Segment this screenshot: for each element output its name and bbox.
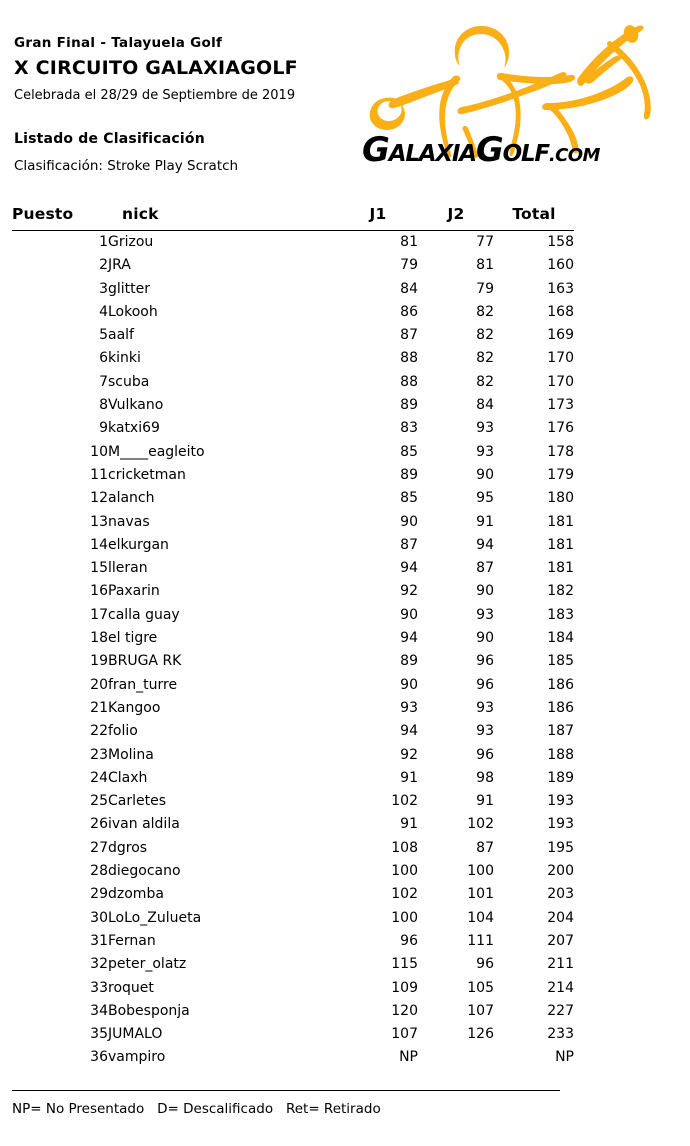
cell-puesto: 11 (90, 466, 108, 483)
table-header (12, 205, 574, 231)
cell-j1: 79 (400, 257, 418, 274)
cell-total: 195 (547, 839, 574, 856)
table-header-row (12, 205, 574, 231)
cell-total: 158 (547, 234, 574, 250)
cell-nick: el tigre (108, 630, 158, 647)
table-row (12, 278, 574, 301)
cell-puesto: 1 (99, 234, 108, 250)
cell-puesto: 14 (90, 536, 108, 553)
cell-nick: roquet (108, 979, 154, 996)
legend-note: NP= No Presentado D= Descalificado Ret= Retirado (12, 1101, 381, 1117)
cell-j1: 88 (400, 350, 418, 367)
table-row (12, 790, 574, 813)
table-row (12, 231, 574, 255)
cell-nick: scuba (108, 373, 150, 390)
cell-j2: 102 (467, 816, 494, 833)
cell-j2: 81 (476, 257, 494, 274)
classification-table (12, 205, 574, 1070)
cell-j1: 93 (400, 699, 418, 716)
cell-nick: glitter (108, 280, 151, 297)
cell-nick: navas (108, 513, 150, 530)
cell-j1: 86 (400, 303, 418, 320)
cell-nick: Paxarin (108, 583, 160, 600)
cell-puesto: 20 (90, 676, 108, 693)
cell-puesto: 10 (90, 443, 108, 460)
cell-total: 193 (547, 816, 574, 833)
cell-j1: 92 (400, 746, 418, 763)
cell-j2: 96 (476, 746, 494, 763)
header-text-block (14, 33, 364, 176)
cell-total: 203 (547, 886, 574, 903)
cell-puesto: 13 (90, 513, 108, 530)
cell-j1: 89 (400, 653, 418, 670)
table-row (12, 883, 574, 906)
cell-puesto: 6 (99, 350, 108, 367)
cell-puesto: 32 (90, 956, 108, 973)
table-row (12, 674, 574, 697)
cell-j2: 90 (476, 583, 494, 600)
cell-nick: JRA (108, 257, 131, 274)
cell-j1: 89 (400, 466, 418, 483)
cell-total: 184 (547, 630, 574, 647)
cell-puesto: 30 (90, 909, 108, 926)
cell-nick: Kangoo (108, 699, 161, 716)
cell-j2: 96 (476, 653, 494, 670)
table-row (12, 1023, 574, 1046)
table-row (12, 697, 574, 720)
cell-puesto: 12 (90, 490, 108, 507)
cell-nick: M____eagleito (108, 443, 205, 460)
cell-total: 163 (547, 280, 574, 297)
document-footer (12, 1090, 560, 1118)
cell-nick: lleran (108, 560, 148, 577)
table-row (12, 441, 574, 464)
table-row (12, 767, 574, 790)
table-row (12, 1046, 574, 1069)
cell-j1: 96 (400, 932, 418, 949)
table-row (12, 534, 574, 557)
table-row (12, 301, 574, 324)
table-row (12, 324, 574, 347)
cell-total: 186 (547, 676, 574, 693)
cell-j1: 108 (391, 839, 418, 856)
cell-puesto: 21 (90, 699, 108, 716)
cell-nick: cricketman (108, 466, 186, 483)
logo-brand-olf: OLF (502, 141, 549, 167)
table-row (12, 650, 574, 673)
cell-puesto: 25 (90, 793, 108, 810)
cell-j1: 90 (400, 513, 418, 530)
table-row (12, 347, 574, 370)
cell-j2: 98 (476, 769, 494, 786)
cell-total: 183 (547, 606, 574, 623)
cell-j1: 115 (391, 956, 418, 973)
table-row (12, 557, 574, 580)
cell-total: 181 (547, 536, 574, 553)
cell-j1: 91 (400, 769, 418, 786)
cell-puesto: 17 (90, 606, 108, 623)
cell-j1: 81 (400, 234, 418, 250)
table-row (12, 464, 574, 487)
column-header-puesto: Puesto (12, 205, 74, 223)
cell-nick: LoLo_Zulueta (108, 909, 202, 926)
cell-nick: Fernan (108, 932, 156, 949)
cell-j2: 91 (476, 793, 494, 810)
event-date: Celebrada el 28/29 de Septiembre de 2019 (14, 88, 296, 103)
cell-j2: 82 (476, 303, 494, 320)
cell-total: 180 (547, 490, 574, 507)
cell-j1: 87 (400, 327, 418, 344)
cell-total: 185 (547, 653, 574, 670)
table-row (12, 930, 574, 953)
cell-j2: 82 (476, 327, 494, 344)
cell-j1: 90 (400, 606, 418, 623)
table-row (12, 487, 574, 510)
table-row (12, 907, 574, 930)
logo-brand-g2: G (475, 130, 503, 170)
cell-total: 181 (547, 560, 574, 577)
cell-j1: 90 (400, 676, 418, 693)
column-header-j2: J2 (447, 205, 465, 223)
table-row (12, 627, 574, 650)
column-header-nick: nick (122, 205, 159, 223)
cell-total: 176 (547, 420, 574, 437)
cell-j2: 82 (476, 373, 494, 390)
logo-brand-g1: G (362, 130, 389, 170)
cell-nick: Carletes (108, 793, 167, 810)
cell-j2: 107 (467, 1002, 494, 1019)
cell-total: 188 (547, 746, 574, 763)
cell-total: 233 (547, 1026, 574, 1043)
cell-j1: 94 (400, 723, 418, 740)
cell-j1: 89 (400, 397, 418, 414)
cell-nick: diegocano (108, 863, 181, 880)
cell-j1: 91 (400, 816, 418, 833)
cell-total: 169 (547, 327, 574, 344)
cell-j2: 91 (476, 513, 494, 530)
cell-j2: 90 (476, 466, 494, 483)
classification-mode: Clasificación: Stroke Play Scratch (14, 158, 239, 174)
section-title: Listado de Clasificación (14, 131, 205, 147)
cell-nick: katxi69 (108, 420, 160, 437)
table-row (12, 953, 574, 976)
table-row (12, 580, 574, 603)
cell-nick: folio (108, 723, 138, 740)
cell-total: 204 (547, 909, 574, 926)
cell-j2 (418, 1046, 494, 1069)
cell-j1: 94 (400, 630, 418, 647)
document-header (0, 0, 690, 200)
cell-j2: 95 (476, 490, 494, 507)
cell-nick: BRUGA RK (108, 653, 182, 670)
cell-j2: 93 (476, 699, 494, 716)
classification-table-wrapper (0, 205, 690, 1070)
table-row (12, 1000, 574, 1023)
cell-puesto: 34 (90, 1002, 108, 1019)
cell-j2: 93 (476, 420, 494, 437)
logo-wordmark (362, 130, 680, 172)
cell-total: 170 (547, 350, 574, 367)
cell-j1: 85 (400, 443, 418, 460)
cell-puesto: 31 (90, 932, 108, 949)
cell-total: 227 (547, 1002, 574, 1019)
table-row (12, 860, 574, 883)
cell-j1: 102 (391, 793, 418, 810)
cell-j1: 102 (391, 886, 418, 903)
table-row (12, 837, 574, 860)
cell-puesto: 24 (90, 769, 108, 786)
cell-j1: 100 (391, 909, 418, 926)
cell-total: 214 (547, 979, 574, 996)
cell-j2: 101 (467, 886, 494, 903)
cell-puesto: 3 (99, 280, 108, 297)
cell-puesto: 4 (99, 303, 108, 320)
cell-j2: 82 (476, 350, 494, 367)
cell-total: 207 (547, 932, 574, 949)
logo-brand-alaxia: ALAXIA (388, 141, 476, 167)
cell-nick: kinki (108, 350, 141, 367)
cell-j1: 120 (391, 1002, 418, 1019)
cell-puesto: 9 (99, 420, 108, 437)
cell-j1: 109 (391, 979, 418, 996)
cell-puesto: 19 (90, 653, 108, 670)
cell-j2: 87 (476, 560, 494, 577)
cell-total: 187 (547, 723, 574, 740)
cell-j1: 100 (391, 863, 418, 880)
cell-j2: 96 (476, 956, 494, 973)
cell-j2: 105 (467, 979, 494, 996)
cell-j2: 90 (476, 630, 494, 647)
column-header-j1: J1 (369, 205, 387, 223)
cell-puesto: 27 (90, 839, 108, 856)
table-row (12, 813, 574, 836)
page-title: X CIRCUITO GALAXIAGOLF (14, 57, 298, 79)
cell-total: 182 (547, 583, 574, 600)
cell-nick: elkurgan (108, 536, 169, 553)
cell-nick: vampiro (108, 1049, 166, 1066)
event-subtitle: Gran Final - Talayuela Golf (14, 35, 223, 51)
cell-nick: alanch (108, 490, 155, 507)
cell-total: 186 (547, 699, 574, 716)
cell-j2: 93 (476, 723, 494, 740)
cell-nick: Molina (108, 746, 154, 763)
column-header-total: Total (512, 205, 556, 223)
cell-puesto: 26 (90, 816, 108, 833)
cell-j2: 104 (467, 909, 494, 926)
cell-j1: 83 (400, 420, 418, 437)
cell-nick: fran_turre (108, 676, 178, 693)
cell-j1: 92 (400, 583, 418, 600)
cell-j1: 87 (400, 536, 418, 553)
cell-j1: 94 (400, 560, 418, 577)
cell-j2: 87 (476, 839, 494, 856)
cell-total: NP (555, 1049, 574, 1066)
cell-puesto: 33 (90, 979, 108, 996)
cell-puesto: 23 (90, 746, 108, 763)
cell-nick: ivan aldila (108, 816, 180, 833)
cell-nick: Bobesponja (108, 1002, 190, 1019)
cell-puesto: 35 (90, 1026, 108, 1043)
cell-j2: 94 (476, 536, 494, 553)
cell-puesto: 18 (90, 630, 108, 647)
cell-nick: Vulkano (108, 397, 164, 414)
table-row (12, 744, 574, 767)
cell-puesto: 7 (99, 373, 108, 390)
cell-j2: 126 (467, 1026, 494, 1043)
cell-j1: 84 (400, 280, 418, 297)
cell-total: 181 (547, 513, 574, 530)
cell-j2: 84 (476, 397, 494, 414)
cell-puesto: 22 (90, 723, 108, 740)
table-row (12, 720, 574, 743)
cell-j1: 85 (400, 490, 418, 507)
cell-total: 170 (547, 373, 574, 390)
cell-total: 168 (547, 303, 574, 320)
cell-total: 179 (547, 466, 574, 483)
cell-total: 200 (547, 863, 574, 880)
cell-total: 211 (547, 956, 574, 973)
cell-total: 178 (547, 443, 574, 460)
cell-puesto: 16 (90, 583, 108, 600)
cell-puesto: 28 (90, 863, 108, 880)
table-row (12, 604, 574, 627)
cell-j2: 93 (476, 606, 494, 623)
cell-puesto: 29 (90, 886, 108, 903)
cell-total: 160 (547, 257, 574, 274)
table-row (12, 417, 574, 440)
cell-puesto: 2 (99, 257, 108, 274)
table-row (12, 977, 574, 1000)
cell-nick: JUMALO (108, 1026, 163, 1043)
cell-nick: Grizou (108, 234, 154, 250)
table-row (12, 371, 574, 394)
galaxiagolf-logo (350, 18, 680, 183)
table-row (12, 511, 574, 534)
table-body (12, 231, 574, 1070)
table-row (12, 394, 574, 417)
cell-j2: 79 (476, 280, 494, 297)
cell-nick: Lokooh (108, 303, 158, 320)
cell-nick: peter_olatz (108, 956, 187, 973)
cell-j2: 77 (476, 234, 494, 250)
cell-nick: Claxh (108, 769, 148, 786)
cell-j2: 100 (467, 863, 494, 880)
cell-j2: 111 (467, 932, 494, 949)
cell-total: 193 (547, 793, 574, 810)
cell-puesto: 8 (99, 397, 108, 414)
cell-total: 189 (547, 769, 574, 786)
cell-j1: NP (399, 1049, 418, 1066)
cell-nick: calla guay (108, 606, 180, 623)
cell-puesto: 5 (99, 327, 108, 344)
cell-nick: aalf (108, 327, 134, 344)
cell-j2: 93 (476, 443, 494, 460)
cell-puesto: 15 (90, 560, 108, 577)
table-row (12, 254, 574, 277)
logo-brand-tld: .COM (548, 145, 600, 166)
cell-j1: 88 (400, 373, 418, 390)
cell-j2: 96 (476, 676, 494, 693)
cell-nick: dzomba (108, 886, 164, 903)
cell-j1: 107 (391, 1026, 418, 1043)
cell-total: 173 (547, 397, 574, 414)
cell-nick: dgros (108, 839, 148, 856)
cell-puesto: 36 (90, 1049, 108, 1066)
